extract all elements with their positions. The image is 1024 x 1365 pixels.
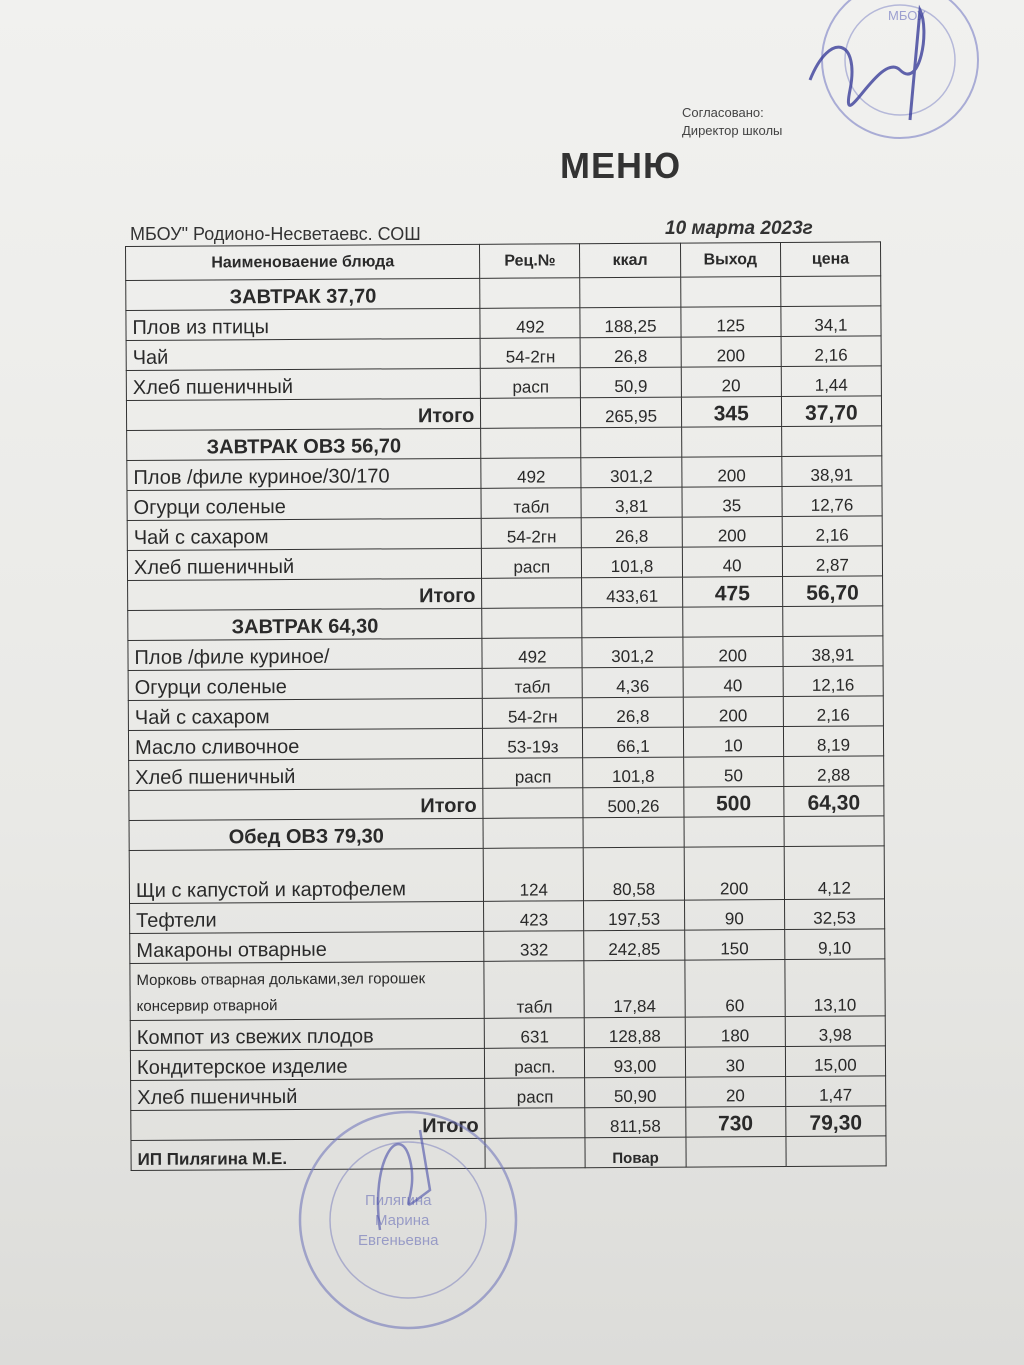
svg-text:Марина: Марина (375, 1212, 430, 1229)
output-value: 20 (685, 1076, 785, 1107)
recipe-number: 54-2гн (480, 338, 580, 369)
kcal-value: 500,26 (583, 787, 683, 818)
dish-name: Тефтели (130, 901, 484, 933)
recipe-number (481, 428, 581, 459)
recipe-number (481, 398, 581, 429)
price-value: 38,91 (782, 456, 882, 487)
table-row (127, 486, 882, 521)
price-value: 79,30 (786, 1106, 886, 1137)
kcal-value: 4,36 (583, 667, 683, 698)
price-value: 38,91 (783, 636, 883, 667)
total-row (129, 786, 884, 821)
price-value: 8,19 (783, 726, 883, 757)
kcal-value: 433,61 (582, 577, 682, 608)
kcal-value: 80,58 (584, 847, 684, 901)
dish-name: ЗАВТРАК 37,70 (126, 278, 480, 310)
kcal-value (581, 427, 681, 458)
table-row (128, 636, 883, 671)
output-value: 345 (681, 396, 781, 427)
recipe-number (482, 578, 582, 609)
recipe-number: 492 (480, 308, 580, 339)
school-name: МБОУ" Родионо-Несветаевс. СОШ (130, 224, 421, 244)
kcal-value: 301,2 (581, 457, 681, 488)
price-value: 34,1 (781, 306, 881, 337)
approval-role: Директор школы (682, 123, 783, 138)
table-row (126, 306, 881, 341)
table-row (128, 696, 883, 731)
output-value: 200 (684, 846, 785, 900)
kcal-value: 26,8 (582, 517, 682, 548)
kcal-value: 26,8 (581, 337, 681, 368)
svg-text:Евгеньевна: Евгеньевна (358, 1232, 439, 1249)
price-value (784, 816, 884, 847)
table-row (130, 959, 885, 1021)
kcal-value: 26,8 (583, 697, 683, 728)
table-row (129, 846, 884, 904)
output-value: 90 (684, 899, 784, 930)
recipe-number (485, 1138, 585, 1169)
price-value: 2,88 (783, 756, 883, 787)
svg-text:МБОУ: МБОУ (888, 8, 926, 23)
output-value (682, 606, 782, 637)
table-row (127, 516, 882, 551)
output-value: 125 (680, 306, 780, 337)
output-value (681, 426, 781, 457)
output-value: 475 (682, 576, 782, 607)
output-value: 200 (683, 696, 783, 727)
dish-name: ЗАВТРАК ОВЗ 56,70 (127, 428, 481, 460)
output-value (684, 816, 784, 847)
price-value: 1,44 (781, 366, 881, 397)
table-row (130, 929, 885, 964)
table-row (131, 1076, 886, 1111)
dish-name: Морковь отварная дольками,зел горошек консервир отварной (130, 961, 485, 1020)
col-kcal: ккал (580, 243, 680, 278)
recipe-number: табл (484, 961, 584, 1019)
recipe-number (483, 818, 583, 849)
recipe-number: 492 (482, 638, 582, 669)
kcal-value: 17,84 (584, 960, 685, 1018)
output-value: 500 (683, 786, 783, 817)
kcal-value: 128,88 (585, 1017, 685, 1048)
section-row (127, 426, 882, 461)
price-value: 64,30 (784, 786, 884, 817)
output-value: 150 (684, 929, 784, 960)
output-value (686, 1136, 786, 1167)
dish-name: Итого (129, 788, 483, 820)
output-value: 40 (683, 666, 783, 697)
kcal-value (583, 817, 683, 848)
output-value: 200 (681, 456, 781, 487)
price-value: 2,16 (782, 516, 882, 547)
menu-table (125, 241, 887, 1171)
dish-name: Огурци соленые (128, 668, 482, 700)
recipe-number (480, 278, 580, 309)
kcal-value: 101,8 (582, 547, 682, 578)
section-row (126, 276, 881, 311)
recipe-number: 124 (483, 848, 583, 902)
col-output: Выход (680, 242, 780, 277)
page-title: МЕНЮ (560, 145, 682, 186)
dish-name: Макароны отварные (130, 931, 484, 963)
table-row (130, 1046, 885, 1081)
output-value: 20 (681, 366, 781, 397)
footer-row (131, 1136, 886, 1171)
output-value: 50 (683, 756, 783, 787)
menu-date: 10 марта 2023г (665, 218, 813, 239)
table-row (126, 336, 881, 371)
dish-name: ЗАВТРАК 64,30 (128, 608, 482, 640)
recipe-number: 54-2гн (483, 698, 583, 729)
total-row (126, 396, 881, 431)
recipe-number (483, 788, 583, 819)
total-row (128, 576, 883, 611)
dish-name: Хлеб пшеничный (126, 368, 480, 400)
dish-name: Плов /филе куриное/ (128, 638, 482, 670)
output-value: 60 (684, 959, 785, 1017)
table-row (130, 1016, 885, 1051)
kcal-value: 50,9 (581, 367, 681, 398)
price-value: 37,70 (781, 396, 881, 427)
approval-label: Согласовано: (682, 105, 764, 120)
col-price: цена (780, 242, 880, 277)
price-value: 3,98 (785, 1016, 885, 1047)
price-value: 12,76 (782, 486, 882, 517)
table-header-row (126, 242, 881, 281)
kcal-value: 93,00 (585, 1047, 685, 1078)
total-row (131, 1106, 886, 1141)
dish-name: Чай с сахаром (128, 698, 482, 730)
kcal-value: 3,81 (581, 487, 681, 518)
recipe-number: 423 (484, 901, 584, 932)
dish-name: Чай с сахаром (127, 518, 481, 550)
kcal-value: 101,8 (583, 757, 683, 788)
kcal-value: 301,2 (582, 637, 682, 668)
output-value: 30 (685, 1046, 785, 1077)
dish-name: Итого (131, 1108, 485, 1140)
recipe-number: 492 (481, 458, 581, 489)
kcal-value: 811,58 (585, 1107, 685, 1138)
price-value: 4,12 (784, 846, 885, 900)
recipe-number: расп (481, 368, 581, 399)
price-value (781, 426, 881, 457)
kcal-value: 242,85 (584, 930, 684, 961)
approval-block (682, 104, 782, 140)
price-value (782, 606, 882, 637)
dish-name: Итого (126, 398, 480, 430)
price-value: 56,70 (782, 576, 882, 607)
kcal-value: 197,53 (584, 900, 684, 931)
recipe-number: 332 (484, 931, 584, 962)
kcal-value (580, 277, 680, 308)
col-name: Наименоваение блюда (126, 244, 480, 280)
recipe-number: расп (485, 1078, 585, 1109)
section-row (128, 606, 883, 641)
dish-name: Кондитерское изделие (130, 1048, 484, 1080)
dish-name: Плов /филе куриное/30/170 (127, 458, 481, 490)
table-row (127, 546, 882, 581)
dish-name: Чай (126, 338, 480, 370)
svg-text:Пилягина: Пилягина (365, 1192, 432, 1209)
price-value: 12,16 (783, 666, 883, 697)
kcal-value: Повар (585, 1137, 685, 1168)
recipe-number: расп (482, 548, 582, 579)
recipe-number: расп. (485, 1048, 585, 1079)
price-value: 15,00 (785, 1046, 885, 1077)
price-value (780, 276, 880, 307)
kcal-value: 188,25 (580, 307, 680, 338)
kcal-value (582, 607, 682, 638)
price-value: 1,47 (785, 1076, 885, 1107)
output-value: 200 (682, 516, 782, 547)
table-row (128, 726, 883, 761)
dish-name: Итого (128, 578, 482, 610)
recipe-number (485, 1108, 585, 1139)
price-value: 32,53 (784, 899, 884, 930)
output-value (680, 276, 780, 307)
table-row (127, 456, 882, 491)
dish-name: Масло сливочное (128, 728, 482, 760)
table-row (126, 366, 881, 401)
output-value: 10 (683, 726, 783, 757)
recipe-number: табл (481, 488, 581, 519)
table-row (129, 756, 884, 791)
col-recipe: Рец.№ (480, 244, 580, 279)
output-value: 180 (685, 1016, 785, 1047)
dish-name: Компот из свежих плодов (130, 1018, 484, 1050)
output-value: 35 (682, 486, 782, 517)
price-value: 13,10 (785, 959, 886, 1017)
dish-name: Плов из птицы (126, 308, 480, 340)
dish-name: Щи с капустой и картофелем (129, 848, 484, 903)
price-value: 2,16 (783, 696, 883, 727)
output-value: 730 (685, 1106, 785, 1137)
output-value: 200 (682, 636, 782, 667)
recipe-number: 54-2гн (481, 518, 581, 549)
table-row (130, 899, 885, 934)
dish-name: Хлеб пшеничный (131, 1078, 485, 1110)
price-value: 9,10 (784, 929, 884, 960)
dish-name: Огурци соленые (127, 488, 481, 520)
recipe-number: 631 (485, 1018, 585, 1049)
price-value (786, 1136, 886, 1167)
price-value: 2,16 (781, 336, 881, 367)
kcal-value: 265,95 (581, 397, 681, 428)
recipe-number (482, 608, 582, 639)
table-row (128, 666, 883, 701)
section-row (129, 816, 884, 851)
price-value: 2,87 (782, 546, 882, 577)
recipe-number: 53-19з (483, 728, 583, 759)
kcal-value: 66,1 (583, 727, 683, 758)
dish-name: Хлеб пшеничный (129, 758, 483, 790)
dish-name: Обед ОВЗ 79,30 (129, 818, 483, 850)
dish-name: Хлеб пшеничный (127, 548, 481, 580)
recipe-number: табл (482, 668, 582, 699)
kcal-value: 50,90 (585, 1077, 685, 1108)
recipe-number: расп (483, 758, 583, 789)
output-value: 200 (681, 336, 781, 367)
output-value: 40 (682, 546, 782, 577)
dish-name: ИП Пилягина М.Е. (131, 1138, 485, 1170)
